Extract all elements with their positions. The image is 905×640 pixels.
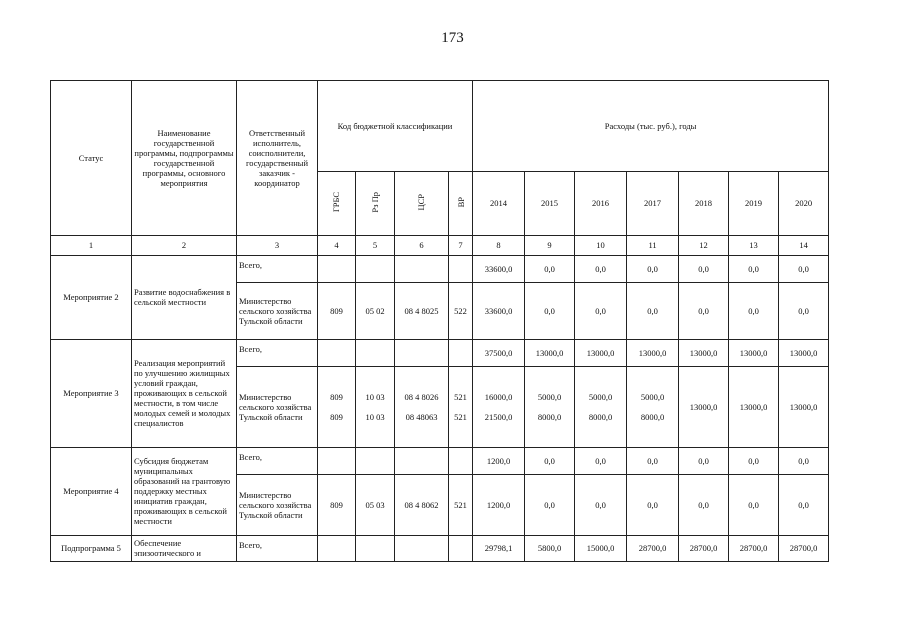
- value-cell: 1200,0: [473, 447, 525, 474]
- empty-cell: [318, 255, 356, 282]
- column-number-row: [51, 235, 829, 255]
- col-number: 6: [395, 235, 449, 255]
- value-line: 16000,0: [484, 391, 513, 402]
- value-cell: [575, 366, 627, 447]
- header-budget-code: Код бюджетной классификации: [318, 81, 473, 172]
- col-number: 10: [575, 235, 627, 255]
- header-grbs-label: ГРБС: [331, 192, 342, 213]
- empty-cell: [356, 535, 395, 561]
- header-expenses: Расходы (тыс. руб.), годы: [473, 81, 829, 172]
- value-cell: 13000,0: [525, 339, 575, 366]
- col-number: 13: [729, 235, 779, 255]
- value-cell: 5800,0: [525, 535, 575, 561]
- page-number: 173: [441, 30, 464, 46]
- value-cell: 0,0: [779, 283, 829, 340]
- value-cell: 0,0: [575, 447, 627, 474]
- table-row: [51, 255, 829, 282]
- value-cell: 0,0: [779, 255, 829, 282]
- col-number: 11: [627, 235, 679, 255]
- value-line: 8000,0: [640, 411, 665, 422]
- code-csr: 08 4 8062: [395, 475, 449, 536]
- table-row: [51, 535, 829, 561]
- code-csr-line: 08 48063: [405, 411, 438, 422]
- value-cell: 13000,0: [679, 366, 729, 447]
- value-cell: 13000,0: [779, 366, 829, 447]
- value-cell: 13000,0: [729, 366, 779, 447]
- code-csr: 08 4 8025: [395, 283, 449, 340]
- value-cell: 0,0: [729, 283, 779, 340]
- header-grbs: [318, 171, 356, 235]
- value-cell: 1200,0: [473, 475, 525, 536]
- value-cell: 28700,0: [729, 535, 779, 561]
- row-ministry: Министерство сельского хозяйства Тульской области: [237, 366, 318, 447]
- value-cell: [627, 366, 679, 447]
- value-cell: 0,0: [525, 255, 575, 282]
- empty-cell: [449, 339, 473, 366]
- value-cell: 0,0: [525, 283, 575, 340]
- row-status: Мероприятие 2: [51, 255, 132, 339]
- row-total-label: Всего,: [237, 255, 318, 282]
- code-rzpr: 05 03: [356, 475, 395, 536]
- value-cell: 0,0: [575, 475, 627, 536]
- value-cell: 0,0: [679, 447, 729, 474]
- value-cell: 0,0: [729, 255, 779, 282]
- header-rzpr: [356, 171, 395, 235]
- code-csr-line: 08 4 8026: [404, 391, 439, 402]
- value-cell: 29798,1: [473, 535, 525, 561]
- code-grbs: [318, 366, 356, 447]
- row-name: Субсидия бюджетам муниципальных образований на грантовую поддержку местных инициатив граждан, проживающих в сельской местности: [132, 447, 237, 535]
- header-csr-label: ЦСР: [416, 193, 427, 211]
- value-cell: 0,0: [779, 475, 829, 536]
- code-vr: [449, 366, 473, 447]
- code-vr: 522: [449, 283, 473, 340]
- value-cell: 0,0: [779, 447, 829, 474]
- value-cell: 0,0: [679, 255, 729, 282]
- value-cell: 13000,0: [729, 339, 779, 366]
- value-cell: 0,0: [627, 255, 679, 282]
- empty-cell: [395, 447, 449, 474]
- value-cell: 0,0: [627, 447, 679, 474]
- col-number: 3: [237, 235, 318, 255]
- empty-cell: [395, 339, 449, 366]
- col-number: 14: [779, 235, 829, 255]
- header-vr: [449, 171, 473, 235]
- code-vr: 521: [449, 475, 473, 536]
- code-grbs: 809: [318, 283, 356, 340]
- value-cell: [525, 366, 575, 447]
- value-cell: 0,0: [729, 475, 779, 536]
- row-name: Обеспечение эпизоотического и: [132, 535, 237, 561]
- value-line: 5000,0: [588, 391, 613, 402]
- value-cell: 0,0: [627, 475, 679, 536]
- value-cell: 13000,0: [779, 339, 829, 366]
- code-grbs-line: 809: [330, 411, 343, 422]
- row-status: Мероприятие 4: [51, 447, 132, 535]
- header-row-top: [51, 81, 829, 172]
- code-vr-line: 521: [454, 411, 467, 422]
- value-line: 8000,0: [588, 411, 613, 422]
- value-line: 5000,0: [537, 391, 562, 402]
- value-cell: 15000,0: [575, 535, 627, 561]
- col-number: 9: [525, 235, 575, 255]
- empty-cell: [356, 447, 395, 474]
- value-cell: 28700,0: [627, 535, 679, 561]
- header-year: 2020: [779, 171, 829, 235]
- row-total-label: Всего,: [237, 447, 318, 474]
- empty-cell: [356, 255, 395, 282]
- value-line: 8000,0: [537, 411, 562, 422]
- header-vr-label: ВР: [455, 197, 466, 208]
- header-year: 2017: [627, 171, 679, 235]
- value-line: 21500,0: [484, 411, 513, 422]
- code-rzpr-line: 10 03: [365, 411, 385, 422]
- value-cell: 33600,0: [473, 255, 525, 282]
- row-total-label: Всего,: [237, 339, 318, 366]
- empty-cell: [449, 535, 473, 561]
- code-vr-line: 521: [454, 391, 467, 402]
- value-cell: 0,0: [525, 447, 575, 474]
- col-number: 8: [473, 235, 525, 255]
- value-cell: 0,0: [525, 475, 575, 536]
- value-cell: 0,0: [627, 283, 679, 340]
- empty-cell: [318, 535, 356, 561]
- code-grbs: 809: [318, 475, 356, 536]
- header-status: Статус: [51, 81, 132, 236]
- value-cell: 33600,0: [473, 283, 525, 340]
- header-responsible: Ответственный исполнитель, соисполнители, государственный заказчик - координатор: [237, 81, 318, 236]
- value-cell: 0,0: [575, 255, 627, 282]
- row-name: Развитие водоснабжения в сельской местности: [132, 255, 237, 339]
- header-year: 2016: [575, 171, 627, 235]
- header-year: 2014: [473, 171, 525, 235]
- header-rzpr-label: Рз Пр: [369, 191, 380, 213]
- row-ministry: Министерство сельского хозяйства Тульской области: [237, 283, 318, 340]
- empty-cell: [318, 339, 356, 366]
- value-cell: 13000,0: [679, 339, 729, 366]
- col-number: 5: [356, 235, 395, 255]
- header-year: 2018: [679, 171, 729, 235]
- row-status: Подпрограмма 5: [51, 535, 132, 561]
- empty-cell: [449, 447, 473, 474]
- empty-cell: [395, 255, 449, 282]
- empty-cell: [318, 447, 356, 474]
- col-number: 1: [51, 235, 132, 255]
- value-cell: 0,0: [575, 283, 627, 340]
- col-number: 2: [132, 235, 237, 255]
- row-ministry: Министерство сельского хозяйства Тульской области: [237, 475, 318, 536]
- header-year: 2019: [729, 171, 779, 235]
- table-row: [51, 447, 829, 474]
- value-line: 5000,0: [640, 391, 665, 402]
- row-total-label: Всего,: [237, 535, 318, 561]
- value-cell: 0,0: [679, 475, 729, 536]
- table-row: [51, 339, 829, 366]
- row-name: Реализация мероприятий по улучшению жилищных условий граждан, проживающих в сельской местности, в том числе молодых семей и молодых специалистов: [132, 339, 237, 447]
- header-year: 2015: [525, 171, 575, 235]
- code-rzpr: [356, 366, 395, 447]
- empty-cell: [449, 255, 473, 282]
- row-status: Мероприятие 3: [51, 339, 132, 447]
- value-cell: 13000,0: [575, 339, 627, 366]
- col-number: 7: [449, 235, 473, 255]
- col-number: 12: [679, 235, 729, 255]
- header-csr: [395, 171, 449, 235]
- header-name: Наименование государственной программы, подпрограммы государственной программы, основного мероприятия: [132, 81, 237, 236]
- budget-table: [50, 80, 829, 562]
- code-rzpr-line: 10 03: [365, 391, 385, 402]
- code-grbs-line: 809: [330, 391, 343, 402]
- value-cell: 28700,0: [679, 535, 729, 561]
- code-csr: [395, 366, 449, 447]
- value-cell: [473, 366, 525, 447]
- value-cell: 37500,0: [473, 339, 525, 366]
- col-number: 4: [318, 235, 356, 255]
- empty-cell: [395, 535, 449, 561]
- value-cell: 0,0: [729, 447, 779, 474]
- value-cell: 13000,0: [627, 339, 679, 366]
- value-cell: 0,0: [679, 283, 729, 340]
- value-cell: 28700,0: [779, 535, 829, 561]
- code-rzpr: 05 02: [356, 283, 395, 340]
- empty-cell: [356, 339, 395, 366]
